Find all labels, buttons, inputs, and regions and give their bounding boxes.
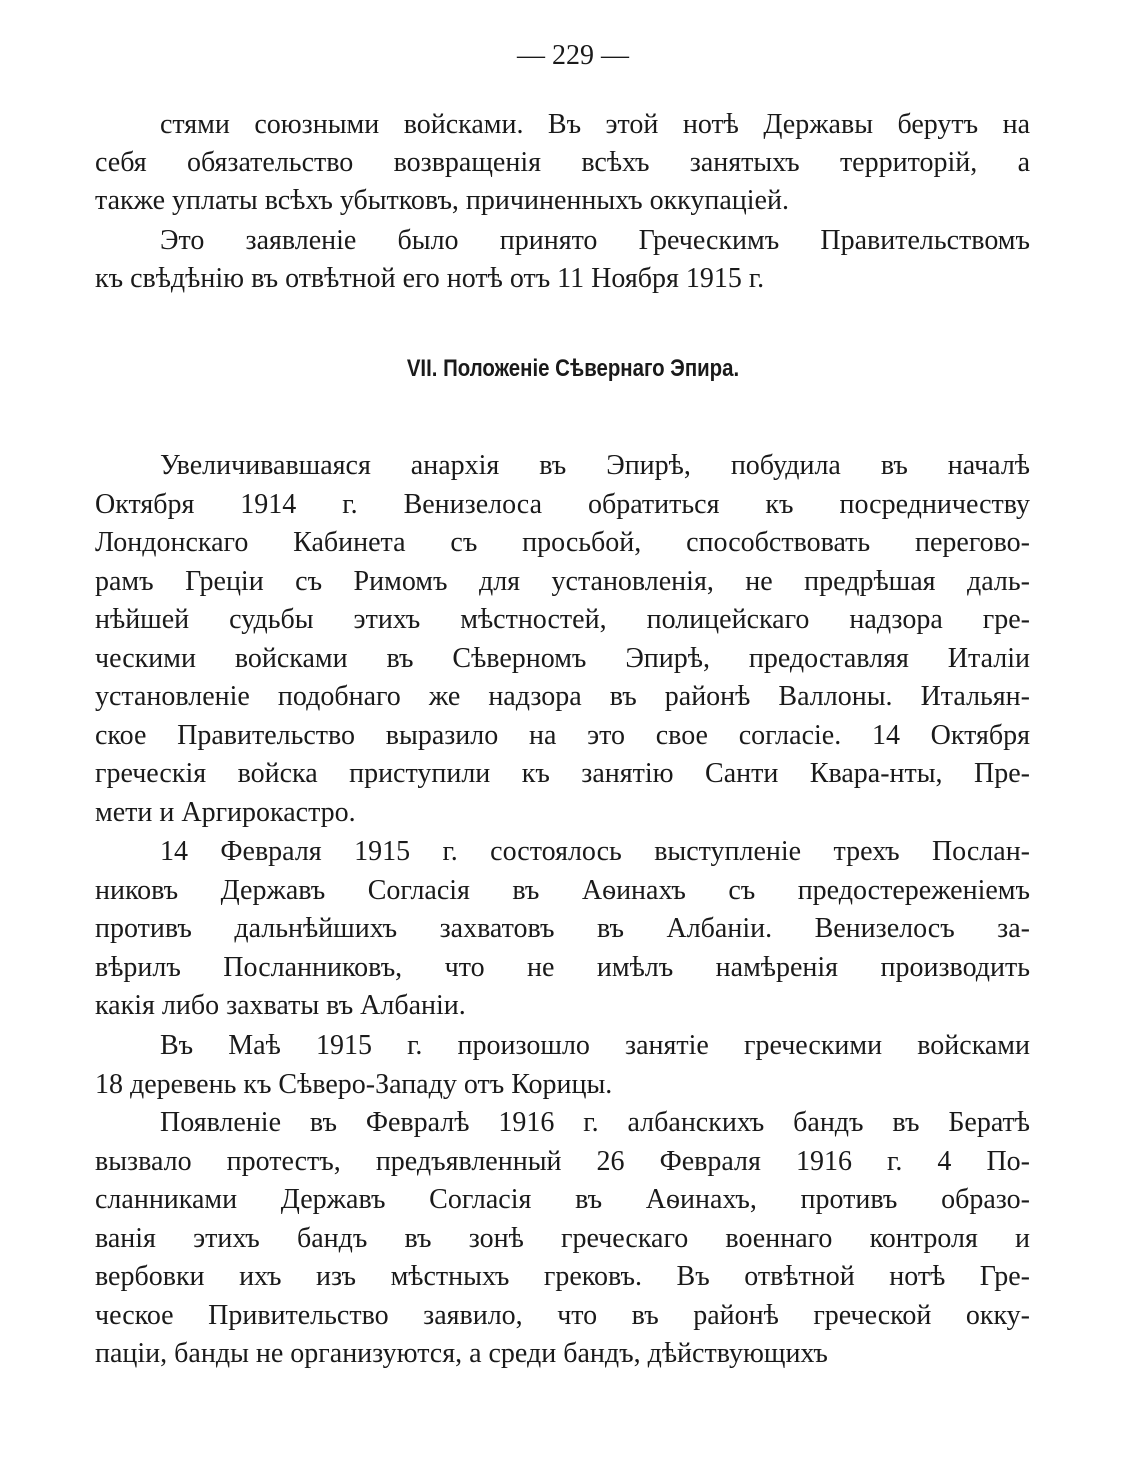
text-line: установленіе подобнаго же надзора въ районѣ Валлоны. Итальян- — [95, 681, 1030, 712]
text-line: ческими войсками въ Сѣверномъ Эпирѣ, предоставляя Италіи — [95, 642, 1030, 674]
text-line: вѣрилъ Посланниковъ, что не имѣлъ намѣренія производить — [95, 951, 1030, 983]
text-line: себя обязательство возвращенія всѣхъ занятыхъ территорій, а — [95, 147, 1030, 178]
text-line: вербовки ихъ изъ мѣстныхъ грековъ. Въ отвѣтной нотѣ Гре- — [95, 1261, 1030, 1292]
text-line: нѣйшей судьбы этихъ мѣстностей, полицейскаго надзора гре- — [95, 604, 1030, 635]
text-line: Въ Маѣ 1915 г. произошло занятіе греческими войсками — [160, 1030, 1030, 1061]
text-line: вызвало протестъ, предъявленный 26 Февраля 1916 г. 4 По- — [95, 1145, 1030, 1177]
text-line: къ свѣдѣнію въ отвѣтной его нотѣ отъ 11 Ноября 1915 г. — [95, 263, 765, 294]
text-line: греческія войска приступили къ занятію Санти Квара-нты, Пре- — [95, 758, 1030, 789]
text-line: Октября 1914 г. Венизелоса обратиться къ посредничеству — [95, 488, 1030, 520]
text-line: паціи, банды не организуются, а среди бандъ, дѣйствующихъ — [95, 1338, 828, 1369]
text-line: 14 Февраля 1915 г. состоялось выступленіе трехъ Послан- — [160, 836, 1030, 867]
section-heading: VII. Положеніе Сѣвернаго Эпира. — [406, 355, 740, 382]
text-line: стями союзными войсками. Въ этой нотѣ Державы берутъ на — [160, 109, 1030, 140]
text-line: ванія этихъ бандъ въ зонѣ греческаго военнаго контроля и — [95, 1222, 1030, 1254]
text-line: Это заявленіе было принято Греческимъ Правительствомъ — [160, 225, 1030, 256]
text-line: Появленіе въ Февралѣ 1916 г. албанскихъ бандъ въ Бератѣ — [160, 1107, 1030, 1138]
text-line: Лондонскаго Кабинета съ просьбой, способствовать перегово- — [95, 527, 1030, 558]
text-line: рамъ Греціи съ Римомъ для установленія, не предрѣшая даль- — [95, 565, 1030, 597]
text-line: 18 деревень къ Сѣверо-Западу отъ Корицы. — [95, 1068, 613, 1100]
text-line: противъ дальнѣйшихъ захватовъ въ Албаніи. Венизелосъ за- — [95, 913, 1030, 944]
text-line: никовъ Державъ Согласія въ Аѳинахъ съ предостереженіемъ — [95, 874, 1030, 906]
text-line: какія либо захваты въ Албаніи. — [95, 990, 466, 1021]
text-line: также уплаты всѣхъ убытковъ, причиненныхъ оккупаціей. — [95, 185, 789, 216]
text-line: ческое Привительство заявило, что въ районѣ греческой окку- — [95, 1299, 1030, 1331]
text-line: сланниками Державъ Согласія въ Аѳинахъ, противъ образо- — [95, 1184, 1030, 1215]
text-line: ское Правительство выразило на это свое согласіе. 14 Октября — [95, 719, 1030, 751]
text-line: Увеличивавшаяся анархія въ Эпирѣ, побудила въ началѣ — [160, 450, 1030, 481]
page-number: — 229 — — [517, 40, 629, 71]
text-line: мети и Аргирокастро. — [95, 796, 356, 828]
